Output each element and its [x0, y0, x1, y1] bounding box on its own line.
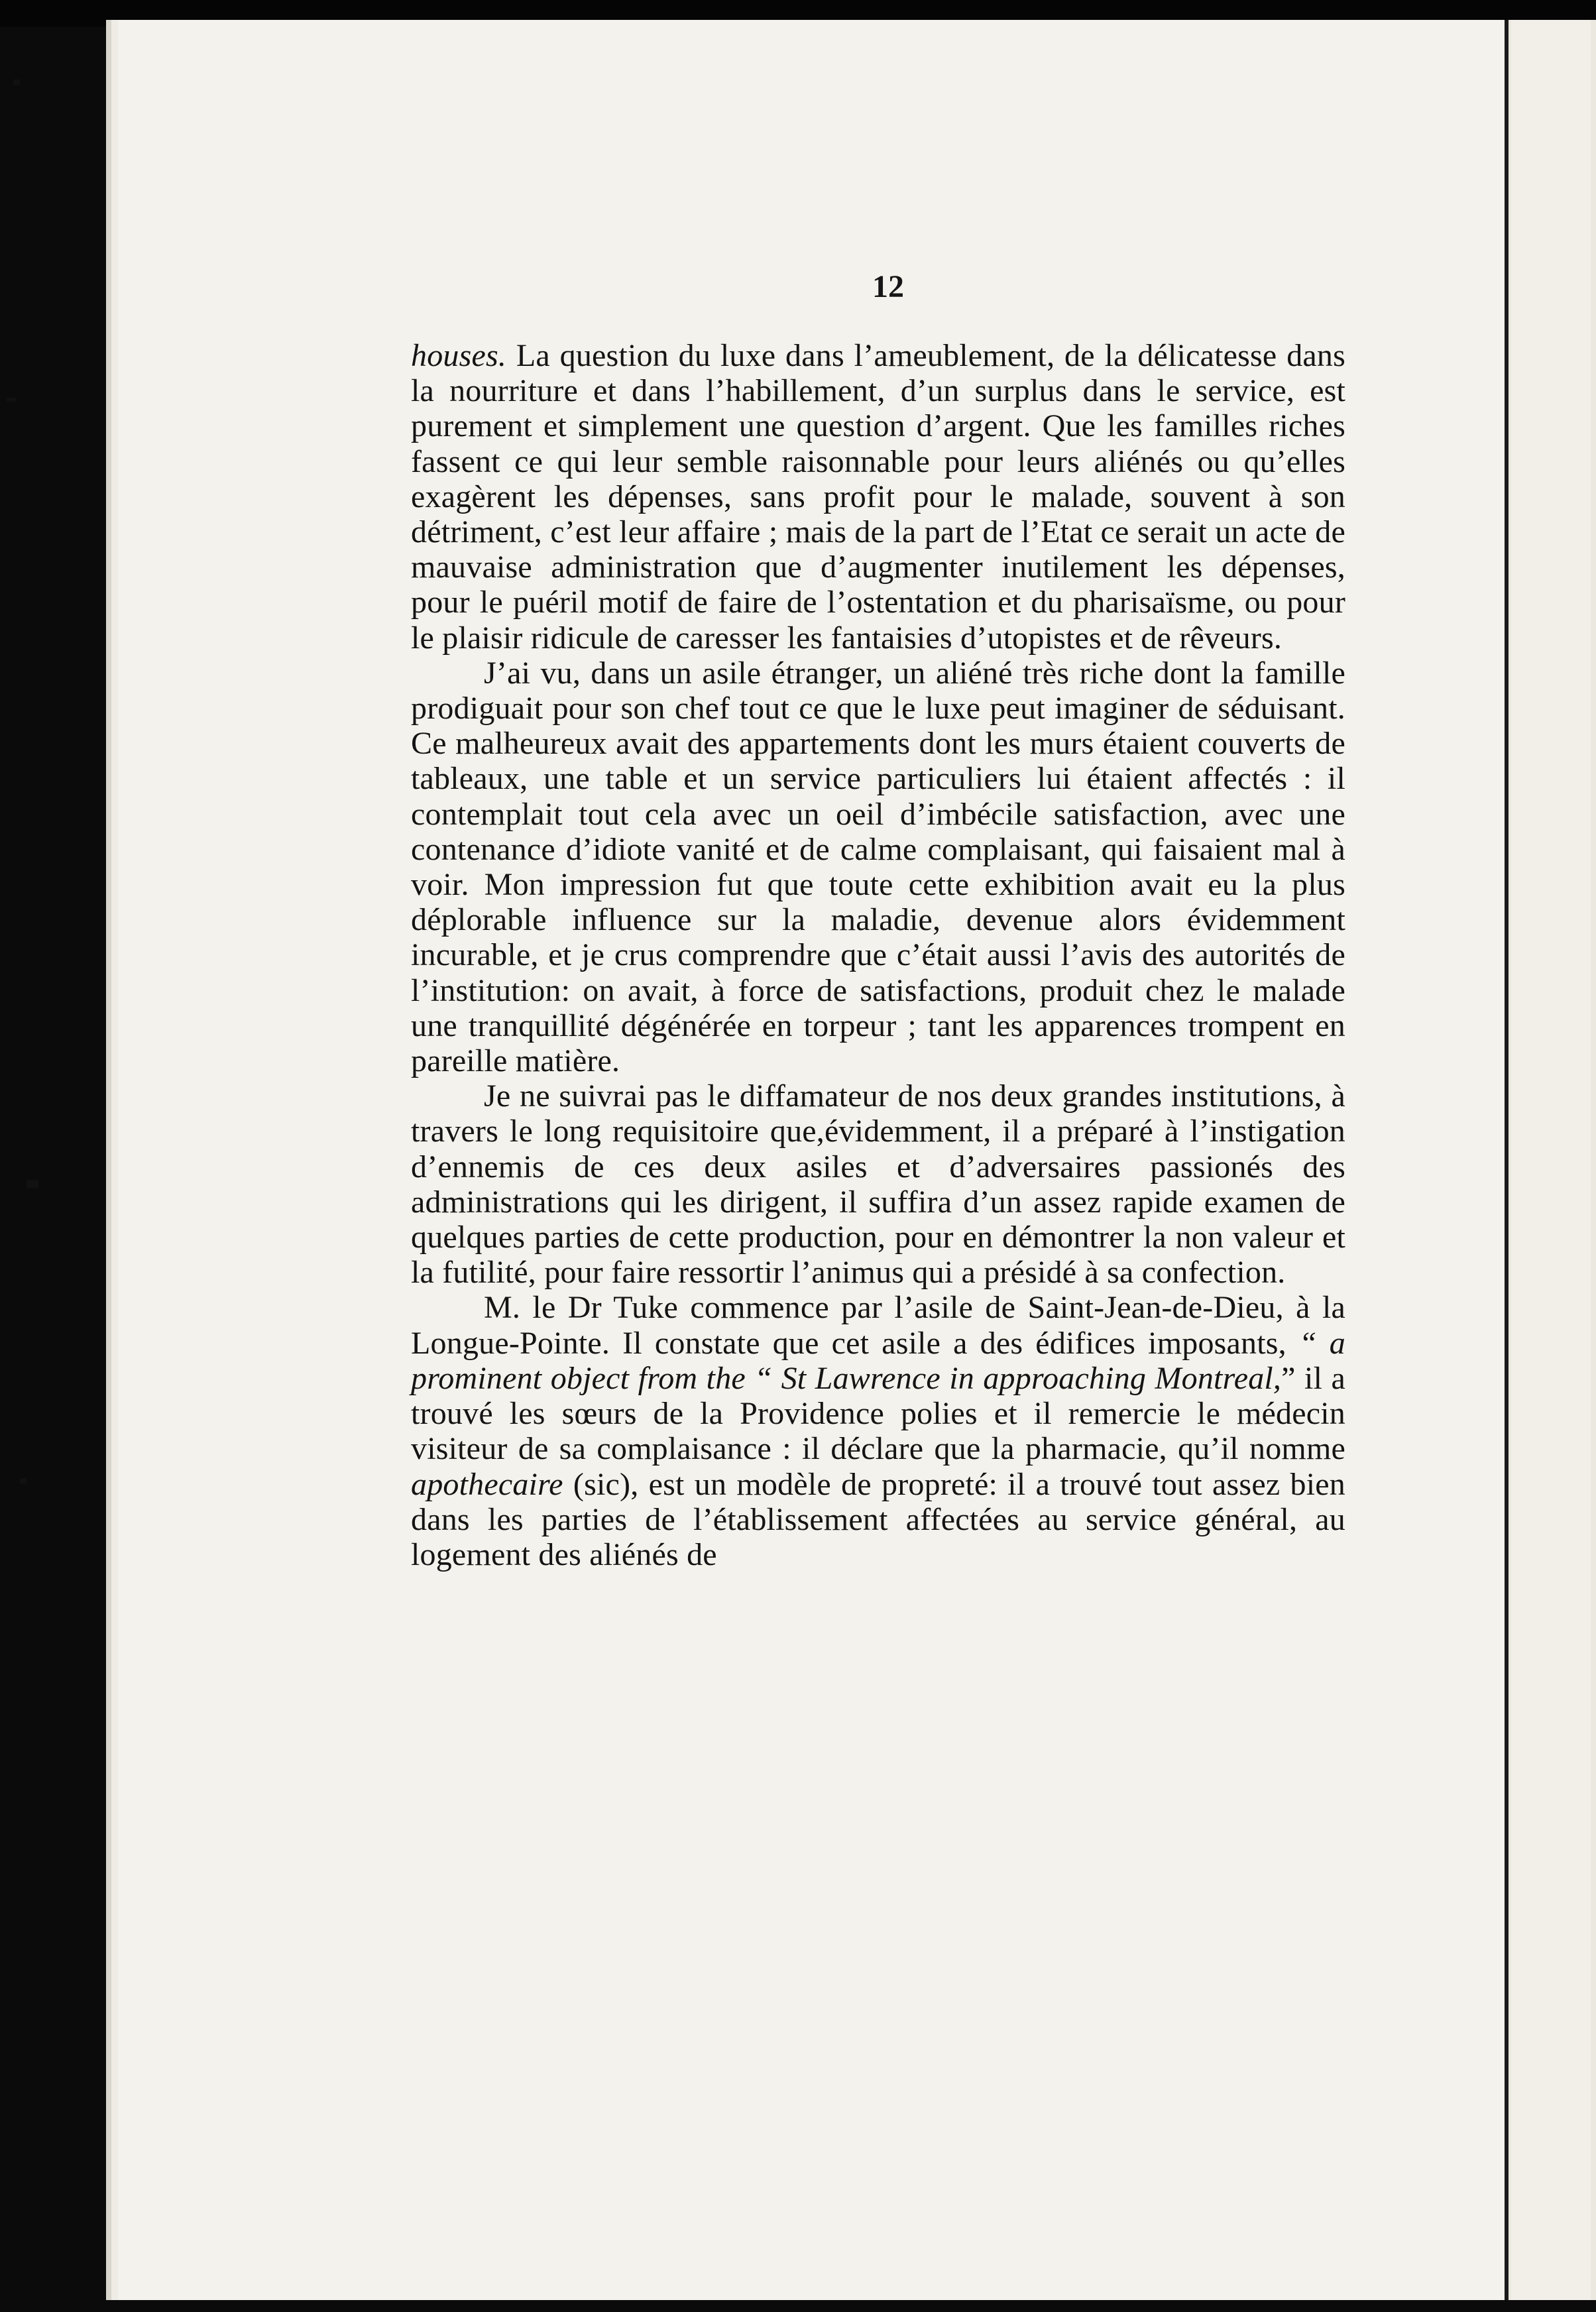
scan-speck	[20, 1478, 27, 1483]
italic-text-run: houses.	[411, 338, 507, 373]
adjacent-page-edge	[1505, 20, 1596, 2300]
scan-speck	[7, 398, 16, 402]
page-body-text	[411, 338, 1345, 1572]
italic-text-run: apothecaire	[411, 1466, 563, 1502]
paragraph	[411, 1290, 1345, 1572]
italic-text-run: “ a prominent object from the “ St Lawrence in approaching Montreal,	[411, 1325, 1345, 1396]
text-run: M. le Dr Tuke commence par l’asile de Saint-Jean-de-Dieu, à la Longue-Pointe. Il constate que cet asile a des édifices imposants,	[411, 1290, 1345, 1361]
paragraph	[411, 338, 1345, 656]
scan-speck	[13, 80, 20, 85]
page-number: 12	[872, 269, 904, 304]
text-run: Je ne suivrai pas le diffamateur de nos deux grandes institutions, à travers le long requisitoire que,évidemment, il a préparé à l’instigation d’ennemis de ces deux asiles et d’adversaires passionés des administrations qui les dirigent, il suffira d’un assez rapide examen de quelques parties de cette production, pour en démontrer la non valeur et la futilité, pour faire ressortir l’animus qui a présidé à sa confection.	[411, 1078, 1345, 1291]
text-run: (sic), est un modèle de propreté: il a trouvé tout assez bien dans les parties de l’établissement affectées au service général, au logement des aliénés de	[411, 1466, 1345, 1572]
text-run: La question du luxe dans l’ameublement, de la délicatesse dans la nourriture et dans l’habillement, d’un surplus dans le service, est purement et simplement une question d’argent. Que les familles riches fassent ce qui leur semble raisonnable pour leurs aliénés ou qu’elles exagèrent les dépenses, sans profit pour le malade, souvent à son détriment, c’est leur affaire ; mais de la part de l’Etat ce serait un acte de mauvaise administration que d’augmenter inutilement les dépenses, pour le puéril motif de faire de l’ostentation et du pharisaïsme, ou pour le plaisir ridicule de caresser les fantaisies d’utopistes et de rêveurs.	[411, 338, 1345, 656]
adjacent-page-surface	[1511, 20, 1591, 2300]
paragraph	[411, 1078, 1345, 1290]
scan-speck	[27, 1180, 38, 1188]
paragraph	[411, 656, 1345, 1078]
text-run: ” il a trouvé les sœurs de la Providence polies et il remercie le médecin visiteur de sa complaisance : il déclare que la pharmacie, qu’il nomme	[411, 1360, 1345, 1467]
text-run: J’ai vu, dans un asile étranger, un aliéné très riche dont la famille prodiguait pour son chef tout ce que le luxe peut imaginer de séduisant. Ce malheureux avait des appartements dont les murs étaient couverts de tableaux, une table et un service particuliers lui étaient affectés : il contemplait tout cela avec un oeil d’imbécile satisfaction, avec une contenance d’idiote vanité et de calme complaisant, qui faisaient mal à voir. Mon impression fut que toute cette exhibition avait eu la plus déplorable influence sur la maladie, devenue alors évidemment incurable, et je crus comprendre que c’était aussi l’avis des autorités de l’institution: on avait, à force de satisfactions, produit chez le malade une tranquillité dégénérée en torpeur ; tant les apparences trompent en pareille matière.	[411, 655, 1345, 1079]
